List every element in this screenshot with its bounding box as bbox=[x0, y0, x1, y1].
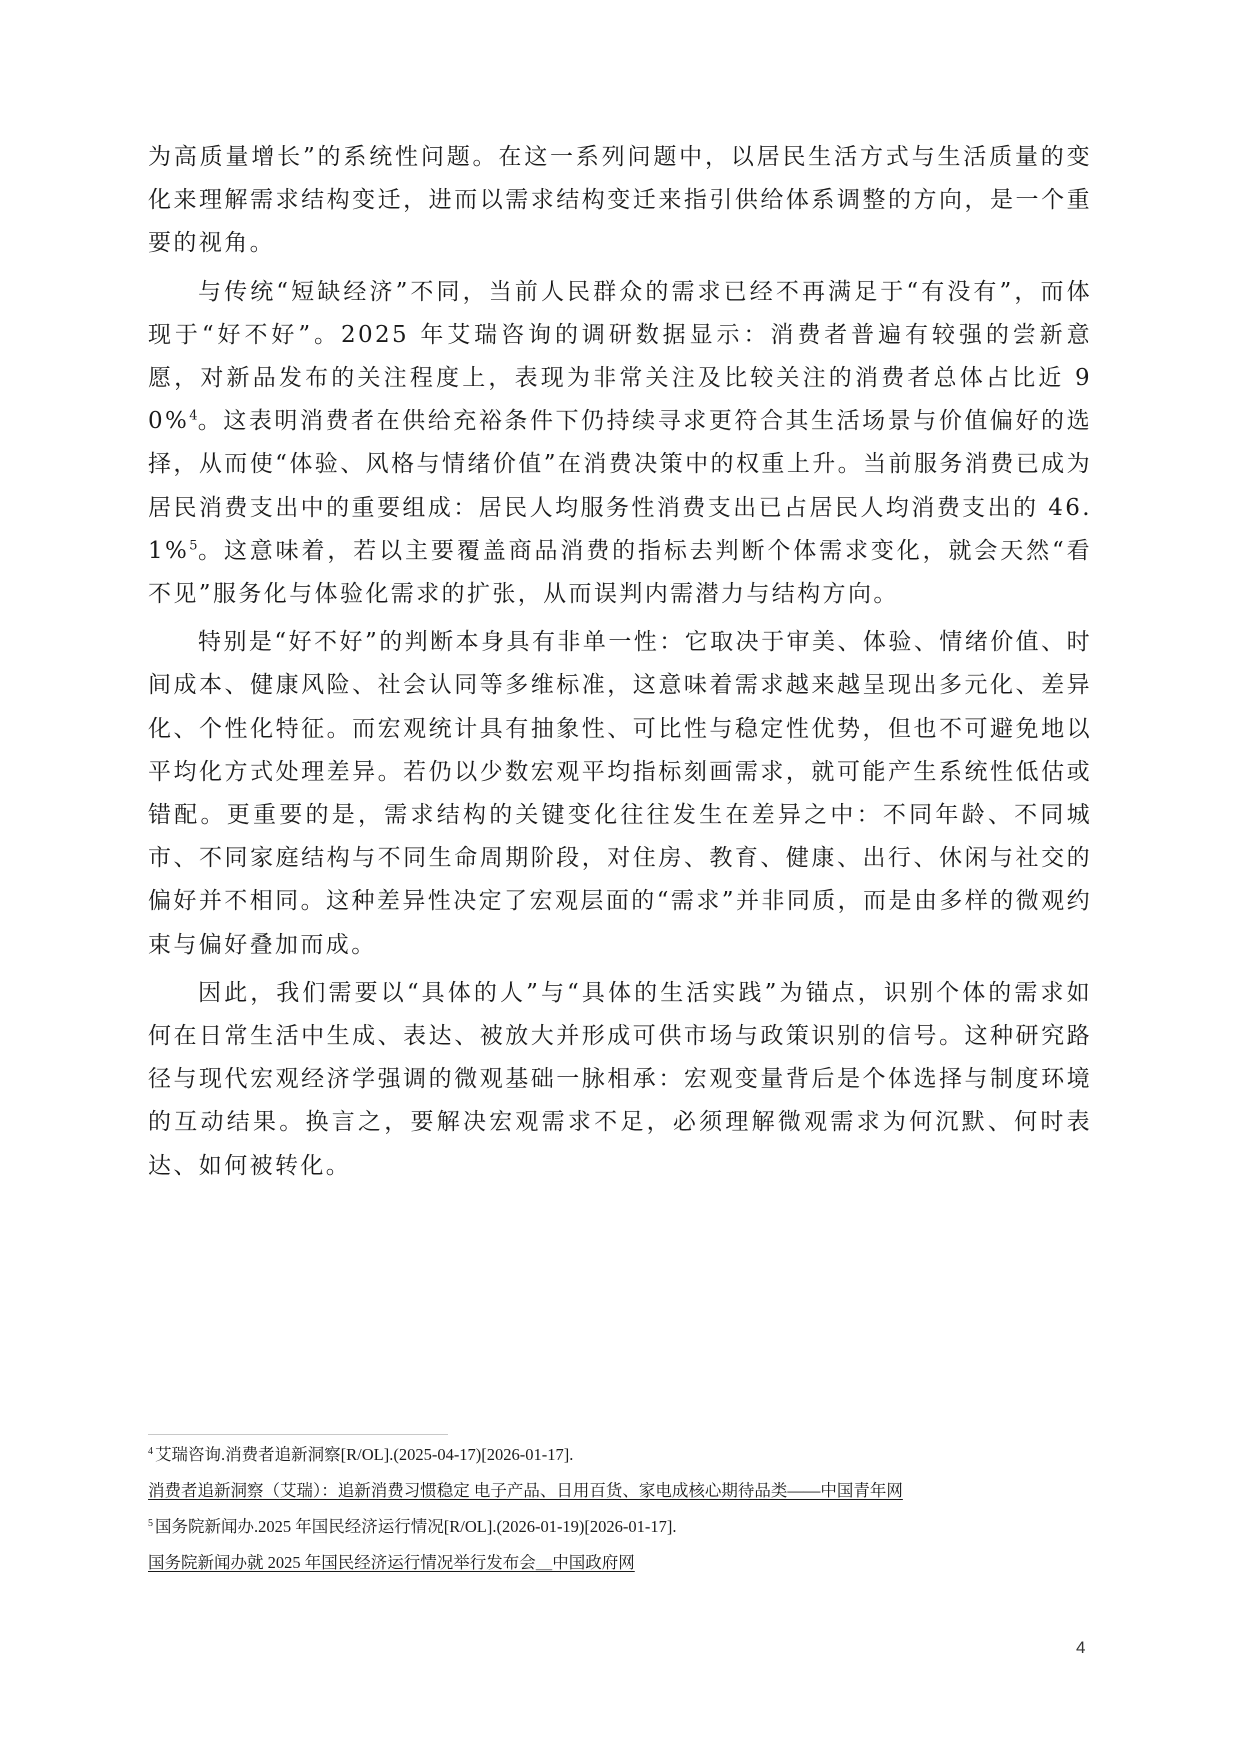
paragraph-text: 因此，我们需要以“具体的人”与“具体的生活实践”为锚点，识别个体的需求如何在日常生活中生成、表达、被放大并形成可供市场与政策识别的信号。这种研究路径与现代宏观经济学强调的微观基础一脉相承：宏观变量背后是个体选择与制度环境的互动结果。换言之，要解决宏观需求不足，必须理解微观需求为何沉默、何时表达、如何被转化。 bbox=[148, 979, 1092, 1179]
footnote-ref-4[interactable]: 4 bbox=[189, 408, 198, 424]
paragraph-text: 特别是“好不好”的判断本身具有非单一性：它取决于审美、体验、情绪价值、时间成本、健康风险、社会认同等多维标准，这意味着需求越来越呈现出多元化、差异化、个性化特征。而宏观统计具有抽象性、可比性与稳定性优势，但也不可避免地以平均化方式处理差异。若仍以少数宏观平均指标刻画需求，就可能产生系统性低估或错配。更重要的是，需求结构的关键变化往往发生在差异之中：不同年龄、不同城市、不同家庭结构与不同生命周期阶段，对住房、教育、健康、出行、休闲与社交的偏好并不相同。这种差异性决定了宏观层面的“需求”并非同质，而是由多样的微观约束与偏好叠加而成。 bbox=[148, 629, 1092, 958]
paragraph-1 bbox=[148, 136, 1092, 266]
footnote-number: 4 bbox=[148, 1445, 153, 1457]
footnote-separator bbox=[148, 1434, 448, 1435]
footnote-4-citation bbox=[148, 1446, 1092, 1464]
paragraph-text: 与传统“短缺经济”不同，当前人民群众的需求已经不再满足于“有没有”，而体现于“好不好”。2025 年艾瑞咨询的调研数据显示：消费者普遍有较强的尝新意愿，对新品发布的关注程度上，表现为非常关注及比较关注的消费者总体占比近 90% bbox=[148, 278, 1092, 435]
footnote-4-link[interactable]: 消费者追新洞察（艾瑞）：追新消费习惯稳定 电子产品、日用百货、家电成核心期待品类——中国青年网 bbox=[148, 1481, 903, 1500]
footnote-citation-text: 艾瑞咨询.消费者追新洞察[R/OL].(2025-04-17)[2026-01-17]. bbox=[155, 1445, 574, 1464]
footnote-5-link[interactable]: 国务院新闻办就 2025 年国民经济运行情况举行发布会＿中国政府网 bbox=[148, 1553, 635, 1572]
footnote-citation-text: 国务院新闻办.2025 年国民经济运行情况[R/OL].(2026-01-19)[2026-01-17]. bbox=[155, 1517, 677, 1536]
paragraph-2 bbox=[148, 271, 1092, 617]
paragraph-4 bbox=[148, 972, 1092, 1188]
footnote-5-link-row bbox=[148, 1554, 1092, 1572]
body-text bbox=[148, 136, 1092, 1193]
footnote-4-link-row bbox=[148, 1482, 1092, 1500]
footnotes bbox=[148, 1446, 1092, 1590]
footnote-ref-5[interactable]: 5 bbox=[189, 538, 198, 554]
paragraph-text: 为高质量增长”的系统性问题。在这一系列问题中，以居民生活方式与生活质量的变化来理解需求结构变迁，进而以需求结构变迁来指引供给体系调整的方向，是一个重要的视角。 bbox=[148, 144, 1092, 257]
footnote-number: 5 bbox=[148, 1517, 153, 1529]
page-number: 4 bbox=[1076, 1638, 1086, 1657]
footnote-5-citation bbox=[148, 1518, 1092, 1536]
paragraph-3 bbox=[148, 621, 1092, 967]
paragraph-text: 。这意味着，若以主要覆盖商品消费的指标去判断个体需求变化，就会天然“看不见”服务化与体验化需求的扩张，从而误判内需潜力与结构方向。 bbox=[148, 537, 1092, 608]
paragraph-text: 。这表明消费者在供给充裕条件下仍持续寻求更符合其生活场景与价值偏好的选择，从而使“体验、风格与情绪价值”在消费决策中的权重上升。当前服务消费已成为居民消费支出中的重要组成：居民人均服务性消费支出已占居民人均消费支出的 46.1% bbox=[148, 408, 1092, 564]
